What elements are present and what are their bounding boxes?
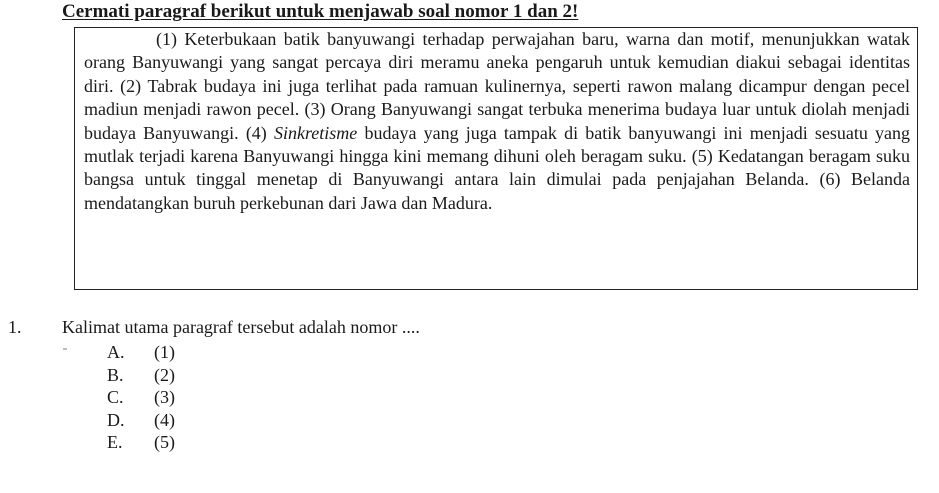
option-value: (5)	[154, 432, 175, 452]
sentence-4-italic-term: Sinkretisme	[273, 122, 358, 143]
option-b[interactable]	[107, 364, 175, 387]
sentence-5: (5) Kedatangan beragam suku bangsa untuk tinggal menetap di Banyuwangi antara lain dimulai pada penjajahan Belanda.	[84, 146, 910, 190]
instruction-heading: Cermati paragraf berikut untuk menjawab soal nomor 1 dan 2!	[62, 1, 579, 22]
sentence-4-rest: budaya yang juga tampak di batik banyuwangi ini menjadi sesuatu yang mutlak terjadi karena Banyuwangi hingga kini memang dihuni oleh beragam suku.	[84, 122, 911, 167]
option-letter: D.	[107, 409, 125, 430]
option-letter: A.	[107, 342, 125, 362]
sentence-6: (6) Belanda mendatangkan buruh perkebunan dari Jawa dan Madura.	[84, 169, 911, 213]
sentence-1: (1) Keterbukaan batik banyuwangi terhadap perwajahan baru, warna dan motif, menunjukkan watak orang Banyuwangi yang sangat percaya diri meramu aneka pengaruh untuk kemudian diakui sebagai identitas diri.	[84, 29, 910, 96]
option-d[interactable]	[107, 409, 175, 432]
option-letter: E.	[107, 432, 123, 452]
question-number: 1.	[8, 317, 22, 337]
option-value: (2)	[154, 364, 175, 385]
option-letter: C.	[107, 387, 124, 407]
option-c[interactable]	[107, 386, 175, 409]
option-letter: B.	[107, 364, 124, 385]
sentence-3: (3) Orang Banyuwangi sangat terbuka menerima budaya luar untuk diolah menjadi budaya Banyuwangi.	[84, 99, 910, 143]
question-text: Kalimat utama paragraf tersebut adalah nomor ....	[62, 317, 420, 337]
question-1	[8, 316, 420, 339]
passage-paragraph	[84, 28, 910, 215]
option-value: (3)	[154, 387, 175, 407]
option-value: (1)	[154, 342, 175, 362]
option-value: (4)	[154, 409, 175, 430]
sentence-2: (2) Tabrak budaya ini juga terlihat pada ramuan kulinernya, seperti rawon malang dicampur dengan pecel madiun menjadi rawon pecel.	[84, 75, 911, 120]
stray-mark	[63, 348, 67, 350]
option-a[interactable]	[107, 341, 175, 364]
answer-options	[107, 341, 175, 454]
option-e[interactable]	[107, 431, 175, 454]
sentence-4-number: (4)	[245, 122, 267, 143]
